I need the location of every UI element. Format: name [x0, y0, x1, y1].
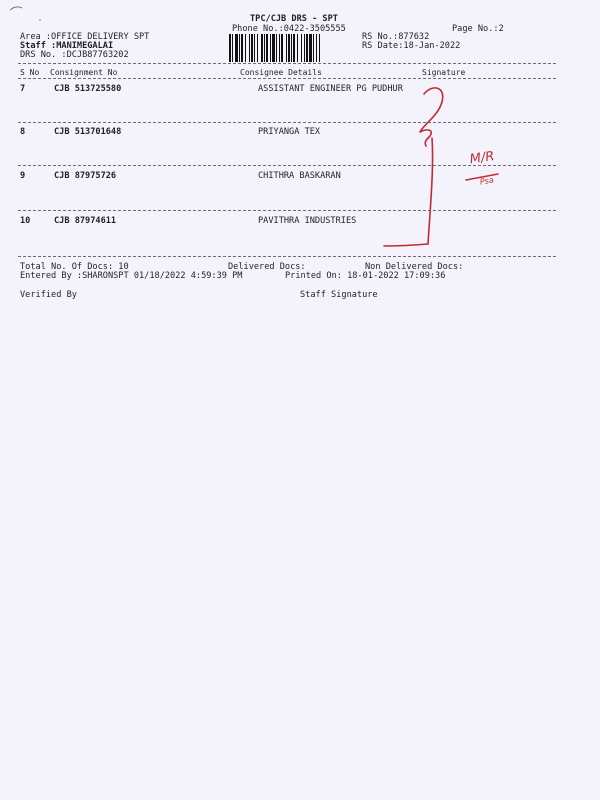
handwritten-mark: M/R — [468, 149, 496, 168]
handwritten-signature — [380, 80, 550, 270]
row-consignment: CJB 513701648 — [54, 127, 122, 137]
row-consignee: ASSISTANT ENGINEER PG PUDHUR — [258, 84, 403, 94]
rs-date: RS Date:18-Jan-2022 — [362, 41, 461, 51]
staff-name: MANIMEGALAI — [56, 41, 114, 51]
total-docs: Total No. Of Docs: 10 — [20, 262, 129, 272]
row-consignee: CHITHRA BASKARAN — [258, 171, 341, 181]
col-header-sno: S No — [20, 68, 40, 77]
rs-number: RS No.:877632 — [362, 32, 430, 42]
printed-on: Printed On: 18-01-2022 17:09:36 — [285, 271, 446, 281]
entered-by: Entered By :SHARONSPT 01/18/2022 4:59:39 PM — [20, 271, 243, 281]
row-consignee: PRIYANGA TEX — [258, 127, 321, 137]
divider — [18, 63, 556, 64]
delivered-docs: Delivered Docs: — [228, 262, 306, 272]
phone-number: Phone No.:0422-3505555 — [232, 24, 346, 34]
row-sno: 8 — [20, 127, 26, 137]
area-field: Area :OFFICE DELIVERY SPT — [20, 32, 150, 42]
staff-signature-label: Staff Signature — [300, 290, 378, 300]
row-sno: 9 — [20, 171, 26, 181]
drs-number: DRS No. :DCJB87763202 — [20, 50, 129, 60]
divider — [18, 78, 556, 79]
verified-by-label: Verified By — [20, 290, 77, 300]
page-number: Page No.:2 — [452, 24, 504, 34]
col-header-signature: Signature — [422, 68, 466, 77]
row-consignment: CJB 87975726 — [54, 171, 117, 181]
barcode-image — [229, 34, 353, 62]
staff-label: Staff : — [20, 41, 57, 51]
document-title: TPC/CJB DRS - SPT — [250, 14, 338, 24]
col-header-consignment: Consignment No — [50, 68, 118, 77]
row-sno: 7 — [20, 84, 26, 94]
row-consignee: PAVITHRA INDUSTRIES — [258, 216, 357, 226]
row-consignment: CJB 87974611 — [54, 216, 117, 226]
non-delivered-docs: Non Delivered Docs: — [365, 262, 464, 272]
col-header-consignee: Consignee Details — [240, 68, 322, 77]
row-sno: 10 — [20, 216, 31, 226]
row-consignment: CJB 513725580 — [54, 84, 122, 94]
handwritten-sub-mark: Psa — [479, 175, 495, 187]
scan-mark — [4, 2, 44, 26]
